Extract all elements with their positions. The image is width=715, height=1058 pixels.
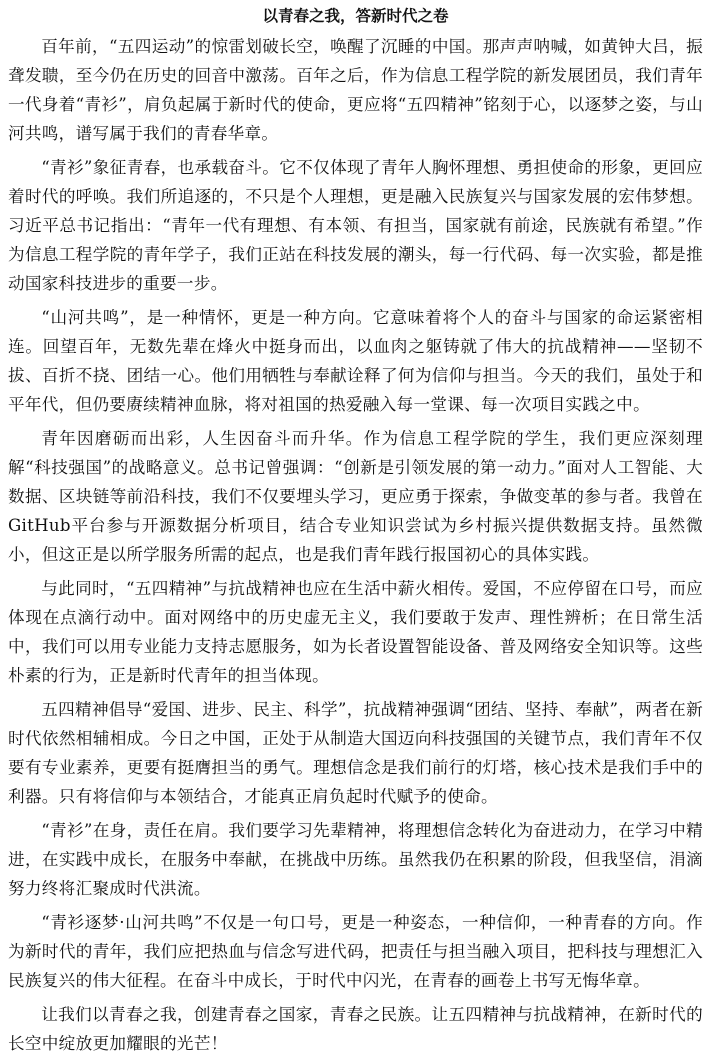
paragraph-9: 让我们以青春之我，创建青春之国家，青春之民族。让五四精神与抗战精神，在新时代的长空中绽放更加耀眼的光芒！ <box>8 1005 703 1053</box>
paragraph-3: “山河共鸣”，是一种情怀，更是一种方向。它意味着将个人的奋斗与国家的命运紧密相连。回望百年，无数先辈在烽火中挺身而出，以血肉之躯铸就了伟大的抗战精神——坚韧不拔、百折不挠、团结一心。他们用牺牲与奉献诠释了何为信仰与担当。今天的我们，虽处于和平年代，但仍要赓续精神血脉，将对祖国的热爱融入每一堂课、每一次项目实践之中。 <box>8 308 703 414</box>
paragraph-6: 五四精神倡导“爱国、进步、民主、科学”，抗战精神强调“团结、坚持、奉献”，两者在新时代依然相辅相成。今日之中国，正处于从制造大国迈向科技强国的关键节点，我们青年不仅要有专业素养，更要有挺膺担当的勇气。理想信念是我们前行的灯塔，核心技术是我们手中的利器。只有将信仰与本领结合，才能真正肩负起时代赋予的使命。 <box>8 700 703 806</box>
paragraph-4: 青年因磨砺而出彩，人生因奋斗而升华。作为信息工程学院的学生，我们更应深刻理解“科技强国”的战略意义。总书记曾强调：“创新是引领发展的第一动力。”面对人工智能、大数据、区块链等前沿科技，我们不仅要埋头学习，更应勇于探索，争做变革的参与者。我曾在GitHub平台参与开源数据分析项目，结合专业知识尝试为乡村振兴提供数据支持。虽然微小，但这正是以所学服务所需的起点，也是我们青年践行报国初心的具体实践。 <box>8 429 703 564</box>
paragraph-8: “青衫逐梦·山河共鸣”不仅是一句口号，更是一种姿态，一种信仰，一种青春的方向。作为新时代的青年，我们应把热血与信念写进代码，把责任与担当融入项目，把科技与理想汇入民族复兴的伟大征程。在奋斗中成长，于时代中闪光，在青春的画卷上书写无悔华章。 <box>8 913 703 990</box>
paragraph-7: “青衫”在身，责任在肩。我们要学习先辈精神，将理想信念转化为奋进动力，在学习中精进，在实践中成长，在服务中奉献，在挑战中历练。虽然我仍在积累的阶段，但我坚信，涓滴努力终将汇聚成时代洪流。 <box>8 821 703 898</box>
paragraph-1: 百年前，“五四运动”的惊雷划破长空，唤醒了沉睡的中国。那声声呐喊，如黄钟大吕，振聋发聩，至今仍在历史的回音中激荡。百年之后，作为信息工程学院的新发展团员，我们青年一代身着“青衫”，肩负起属于新时代的使命，更应将“五四精神”铭刻于心，以逐梦之姿，与山河共鸣，谱写属于我们的青春华章。 <box>8 37 703 143</box>
document-title: 以青春之我，答新时代之卷 <box>262 7 449 25</box>
paragraph-5: 与此同时，“五四精神”与抗战精神也应在生活中薪火相传。爱国，不应停留在口号，而应体现在点滴行动中。面对网络中的历史虚无主义，我们要敢于发声、理性辨析；在日常生活中，我们可以用专业能力支持志愿服务，如为长者设置智能设备、普及网络安全知识等。这些朴素的行为，正是新时代青年的担当体现。 <box>8 579 703 685</box>
paragraph-2: “青衫”象征青春，也承载奋斗。它不仅体现了青年人胸怀理想、勇担使命的形象，更回应着时代的呼唤。我们所追逐的，不只是个人理想，更是融入民族复兴与国家发展的宏伟梦想。习近平总书记指出：“青年一代有理想、有本领、有担当，国家就有前途，民族就有希望。”作为信息工程学院的青年学子，我们正站在科技发展的潮头，每一行代码、每一次实验，都是推动国家科技进步的重要一步。 <box>8 158 703 293</box>
